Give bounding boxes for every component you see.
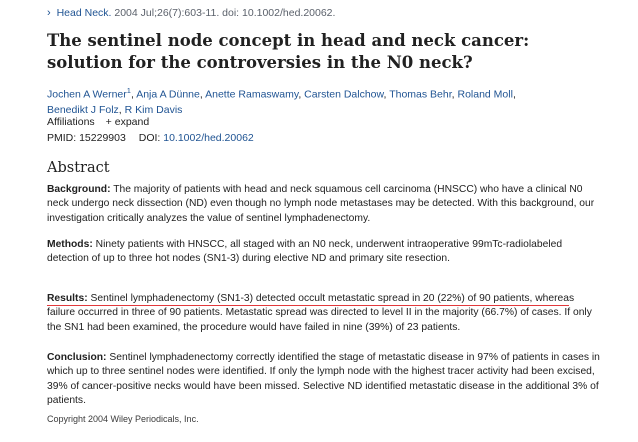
author-link[interactable]: Carsten Dalchow: [304, 88, 384, 101]
author-link[interactable]: Thomas Behr: [389, 88, 452, 101]
doi-label: DOI:: [138, 132, 161, 144]
section-label: Background:: [47, 184, 111, 195]
author-affiliation-sup[interactable]: 1: [126, 86, 131, 95]
section-text: Sentinel lymphadenectomy (SN1-3) detected occult metastatic spread in 20 (22%) of 90 patients, whereas failure occurred in three of 90 patients. Metastatic spread was directed to level II in the majority (66.7%) of cases. If only the SN1 had been examined, the procedure would have failed in nine (39%) of 23 patients.: [47, 293, 592, 333]
doi-link[interactable]: 10.1002/hed.20062: [163, 132, 254, 144]
affiliations-label: Affiliations: [47, 116, 95, 128]
citation-line: [47, 7, 335, 19]
abstract-heading: Abstract: [47, 160, 110, 176]
abstract-conclusion: [47, 351, 603, 408]
abstract-background: [47, 183, 603, 226]
copyright-notice: Copyright 2004 Wiley Periodicals, Inc.: [47, 414, 199, 424]
author-link[interactable]: Jochen A Werner: [47, 88, 127, 101]
author-link[interactable]: Roland Moll: [457, 88, 513, 101]
author-link[interactable]: Anja A Dünne: [136, 88, 200, 101]
section-label: Conclusion:: [47, 352, 107, 363]
plus-icon[interactable]: +: [105, 116, 112, 128]
affiliations-row: [47, 116, 149, 128]
section-text: The majority of patients with head and neck squamous cell carcinoma (HNSCC) who have a clinical N0 neck undergo neck dissection (ND) even though no lymph node metastases may be detected. With this background, our investigation critically analyzes the value of sentinel lymphadenectomy.: [47, 184, 595, 224]
journal-link[interactable]: Head Neck.: [56, 7, 112, 19]
article-title: The sentinel node concept in head and neck cancer: solution for the controversies in the N0 neck?: [47, 31, 530, 72]
section-label: Methods:: [47, 239, 93, 250]
section-text: Sentinel lymphadenectomy correctly identified the stage of metastatic disease in 97% of patients in cases in which up to three sentinel nodes were identified. If only the lymph node with the highest tracer activity had been excised, 39% of cancer-positive necks would have been missed. Selective ND identified metastatic disease in the additional 3% of patients.: [47, 352, 600, 406]
author-link[interactable]: Anette Ramaswamy: [205, 88, 299, 101]
section-label: Results:: [47, 293, 88, 304]
author-link[interactable]: Benedikt J Folz: [47, 103, 119, 116]
abstract-results: [47, 292, 603, 335]
red-underline-annotation: [47, 305, 569, 306]
author-link[interactable]: R Kim Davis: [124, 103, 183, 116]
pmid: PMID: 15229903: [47, 132, 126, 144]
chevron-right-icon: ›: [47, 7, 51, 19]
expand-affiliations-button[interactable]: expand: [114, 116, 150, 128]
abstract-methods: [47, 238, 603, 267]
author-list: Jochen A Werner$^1$, Anja A Dünne, Anette Ramaswamy, Carsten Dalchow, Thomas Behr, Roland Moll, Benedikt J Folz, R Kim Davis: [47, 86, 516, 116]
identifiers-row: [47, 132, 254, 144]
citation-details: 2004 Jul;26(7):603-11. doi: 10.1002/hed.20062.: [114, 7, 336, 19]
section-text: Ninety patients with HNSCC, all staged with an N0 neck, underwent intraoperative 99mTc-radiolabeled detection of up to three hot nodes (SN1-3) during elective ND and primary site resection.: [47, 239, 563, 265]
